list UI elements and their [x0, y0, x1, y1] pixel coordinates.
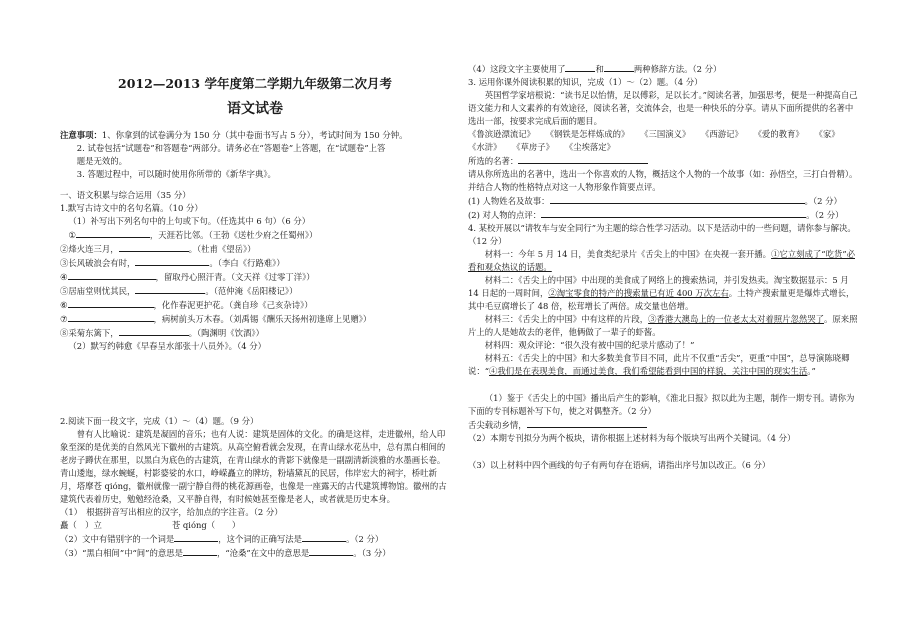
section-1-heading: 一、语文积累与综合运用（35 分） [60, 190, 191, 201]
answer-blank[interactable] [604, 62, 634, 72]
book-item: 《钢铁是怎样炼成的》 [545, 129, 630, 140]
q4-material-1: 材料一：今年 5 月 14 日，美食类纪录片《舌尖上的中国》在央视一套开播。①它立刻成了“吃货”必看和观众热议的话题。 [468, 249, 855, 273]
notice-label: 注意事项： [60, 130, 102, 141]
notice-item-1-text: 1、你拿到的试卷满分为 150 分（其中卷面书写占 5 分），考试时间为 150 分钟。 [101, 130, 408, 141]
book-item: 《水浒》 [468, 142, 502, 153]
answer-blank[interactable] [309, 546, 353, 556]
q2-s1: （1） 根据拼音写出相应的汉字，给加点的字注音。（2 分） [60, 507, 283, 518]
book-item: 《尘埃落定》 [564, 142, 615, 153]
q4-material-2: 材料二：《舌尖上的中国》中出现的美食成了网络上的搜索热词，并引发热卖。淘宝数据显示：5 月 14 日起的一周时间，②淘宝零食的特产的搜索量已有近 400 万次左右。土特产搜索量更是爆炸式增长，其中毛豆腐增长了 48 倍，松茸增长了两倍。成交量也倍增。 [468, 275, 855, 312]
q4-material-5: 材料五：《舌尖上的中国》和大多数美食节目不同，此片不仅重“舌尖”，更重“中国”，总导演陈晓卿说：“④我们是在表现美食，而通过美食，我们希望能看到中国的样貌，关注中国的现实生活。” [468, 353, 850, 377]
answer-blank[interactable] [135, 256, 209, 266]
right-column [468, 62, 860, 472]
q1-line-3: ③长风破浪会有时， 。（李白《行路难》） [60, 258, 285, 269]
q3-chosen: 所选的名著： [468, 154, 860, 168]
q1-line-8: ⑧采菊东篱下， 。（陶渊明《饮酒》） [60, 328, 264, 339]
q3-instruction: 请从你所选出的名著中，选出一个你喜欢的人物，概括这个人物的一个故事（如：孙悟空，三打白骨精）。并结合人物的性格特点对这一人物形象作简要点评。 [468, 169, 858, 193]
book-item: 《家》 [814, 129, 840, 140]
answer-blank[interactable] [119, 326, 189, 336]
q4-s3: （3）以上材料中四个画线的句子有两句存在语病，请指出序号加以改正。（6 分） [468, 460, 771, 471]
q2-s3: （3）“黑白相间”中“间”的意思是 ，“沧桑”在文中的意思是 。（3 分） [60, 548, 391, 559]
q3-book-list [468, 128, 860, 154]
book-item: 《草房子》 [512, 142, 555, 153]
q2-s2: （2）文中有错别字的一个词是 ，这个词的正确写法是 。（2 分） [60, 534, 384, 545]
answer-blank[interactable] [68, 298, 154, 308]
answer-blank[interactable] [565, 62, 595, 72]
q1-heading: 1.默写古诗文中的名句名篇。（10 分） [60, 203, 203, 214]
q4-s1-title: 舌尖载动乡情， [468, 418, 860, 432]
exam-title: 2012—2013 学年度第二学期九年级第二次月考 [118, 76, 392, 91]
notice-item-2a: 2. 试卷包括“试题卷”和答题卷“两部分。请务必在“答题卷”上答题，在“试题卷”上答 [76, 143, 386, 154]
answer-blank[interactable] [527, 418, 647, 428]
q4-material-4: 材料四：观众评论：“很久没有被中国的纪录片感动了！” [484, 340, 695, 351]
q2-s1-items: 矗（ ）立 苍 qióng（ ） [60, 520, 241, 531]
notice-item-3: 3. 答题过程中，可以随时使用你所带的《新华字典》。 [76, 169, 276, 180]
answer-blank[interactable] [550, 194, 805, 204]
exam-subtitle: 语文试卷 [227, 101, 283, 118]
left-column [60, 60, 450, 560]
q2-s4: （4）这段文字主要使用了 和 两种修辞方法。（2 分） [468, 64, 722, 74]
q4-s2: （2）本期专刊拟分为两个板块，请你根据上述材料为每个版块写出两个关键词。（4 分） [468, 433, 796, 444]
q1-line-7: ⑦ ，病树前头万木春。（刘禹锡《酬乐天扬州初逢席上见赠》） [60, 314, 372, 325]
q1-sub2: （2）默写约韩愈《早春呈水部张十八员外》。（4 分） [68, 341, 266, 352]
answer-blank[interactable] [541, 208, 806, 218]
q4-material-3: 材料三：《舌尖上的中国》中有这样的片段，③香港大澳岛上的一位老太太对着照片忽然哭了。原来照片上的人是她故去的老伴，他俩做了一辈子的虾酱。 [468, 314, 858, 338]
answer-blank[interactable] [76, 228, 150, 238]
answer-blank[interactable] [518, 154, 648, 164]
answer-blank[interactable] [174, 532, 218, 542]
q3-s1: (1) 人物姓名及故事： 。（2 分） [468, 196, 842, 207]
answer-blank[interactable] [119, 242, 189, 252]
answer-blank[interactable] [135, 284, 205, 294]
answer-blank[interactable] [302, 532, 346, 542]
notice-item-1 [60, 129, 450, 142]
book-item: 《爱的教育》 [753, 129, 804, 140]
q1-line-5: ⑤居庙堂则忧其民， 。（范仲淹《岳阳楼记》） [60, 286, 298, 297]
q1-line-6: ⑥ ，化作春泥更护花。（龚自珍《己亥杂诗》） [60, 300, 313, 311]
q3-heading: 3. 运用你课外阅读积累的知识，完成（1）～（2）题。（4 分） [468, 77, 703, 88]
q1-line-1: ① ，天涯若比邻。（王勃《送杜少府之任蜀州》） [68, 230, 318, 241]
q1-sub1: （1）补写出下列名句中的上句或下句。（任选其中 6 句）（6 分） [68, 216, 311, 227]
q2-passage: 曾有人比喻说：建筑是凝固的音乐；也有人说：建筑是固体的文化。的确是这样，走进徽州，给人印象至深的是优美的自然风光下徽州的古建筑。从高空俯看就会发现，在青山绿水花丛中，总有黑白相间的老房子蹲伏在那里，以黑白为底色的古建筑，在青山绿水的背影下就像是一副副清新淡雅的水墨画长卷。青山逶迤，绿水蜿蜒，村影婆娑的水口，峥嵘矗立的牌坊，粉墙黛瓦的民居，伟岸宏大的祠宇，桥吐新月，塔摩苍 qióng，徽州就像一副宁静自得的桃花源画卷，也像是一座露天的古代建筑博物馆。徽州的古建筑代表着历史，勉勉经沧桑，又平静自得，有时候她甚至像是老人，或者就是历史本身。 [60, 429, 447, 505]
q3-passage: 英国哲学家培根说：“读书足以怡情，足以傅彩，足以长才。”阅读名著，加强思考，便是一种提高自己语文能力和人文素养的有效途径，阅读名著，交流体会，也是一种快乐的分享。请从下面所提供的名著中选出一部，按要求完成后面的题目。 [468, 90, 858, 127]
answer-blank[interactable] [183, 546, 217, 556]
book-item: 《鲁滨逊漂流记》 [468, 129, 535, 140]
q2-heading: 2.阅读下面一段文字，完成（1）～（4）题。（9 分） [60, 416, 259, 427]
book-item: 《西游记》 [701, 129, 743, 140]
answer-blank[interactable] [68, 270, 156, 280]
q4-s1: （1）鉴于《舌尖上的中国》播出后产生的影响，《淮北日报》拟以此为主题，制作一期专刊。请你为下面的专刊标题补写下句，使之对偶整齐。（2 分） [468, 393, 855, 417]
q1-line-2: ②烽火连三月， 。（杜甫《望岳》） [60, 244, 256, 255]
q3-s2: (2) 对人物的点评： 。（2 分） [468, 210, 844, 221]
notice-item-2b: 题是无效的。 [76, 156, 128, 167]
q1-line-4: ④ ，留取丹心照汗青。（文天祥《过零丁洋》） [60, 272, 315, 283]
q4-heading: 4. 某校开展以“请牧车与安全同行”为主题的综合性学习活动。以下是活动中的一些问题，请你参与解决。（12 分） [468, 223, 856, 247]
answer-blank[interactable] [68, 312, 154, 322]
book-item: 《三国演义》 [640, 129, 691, 140]
